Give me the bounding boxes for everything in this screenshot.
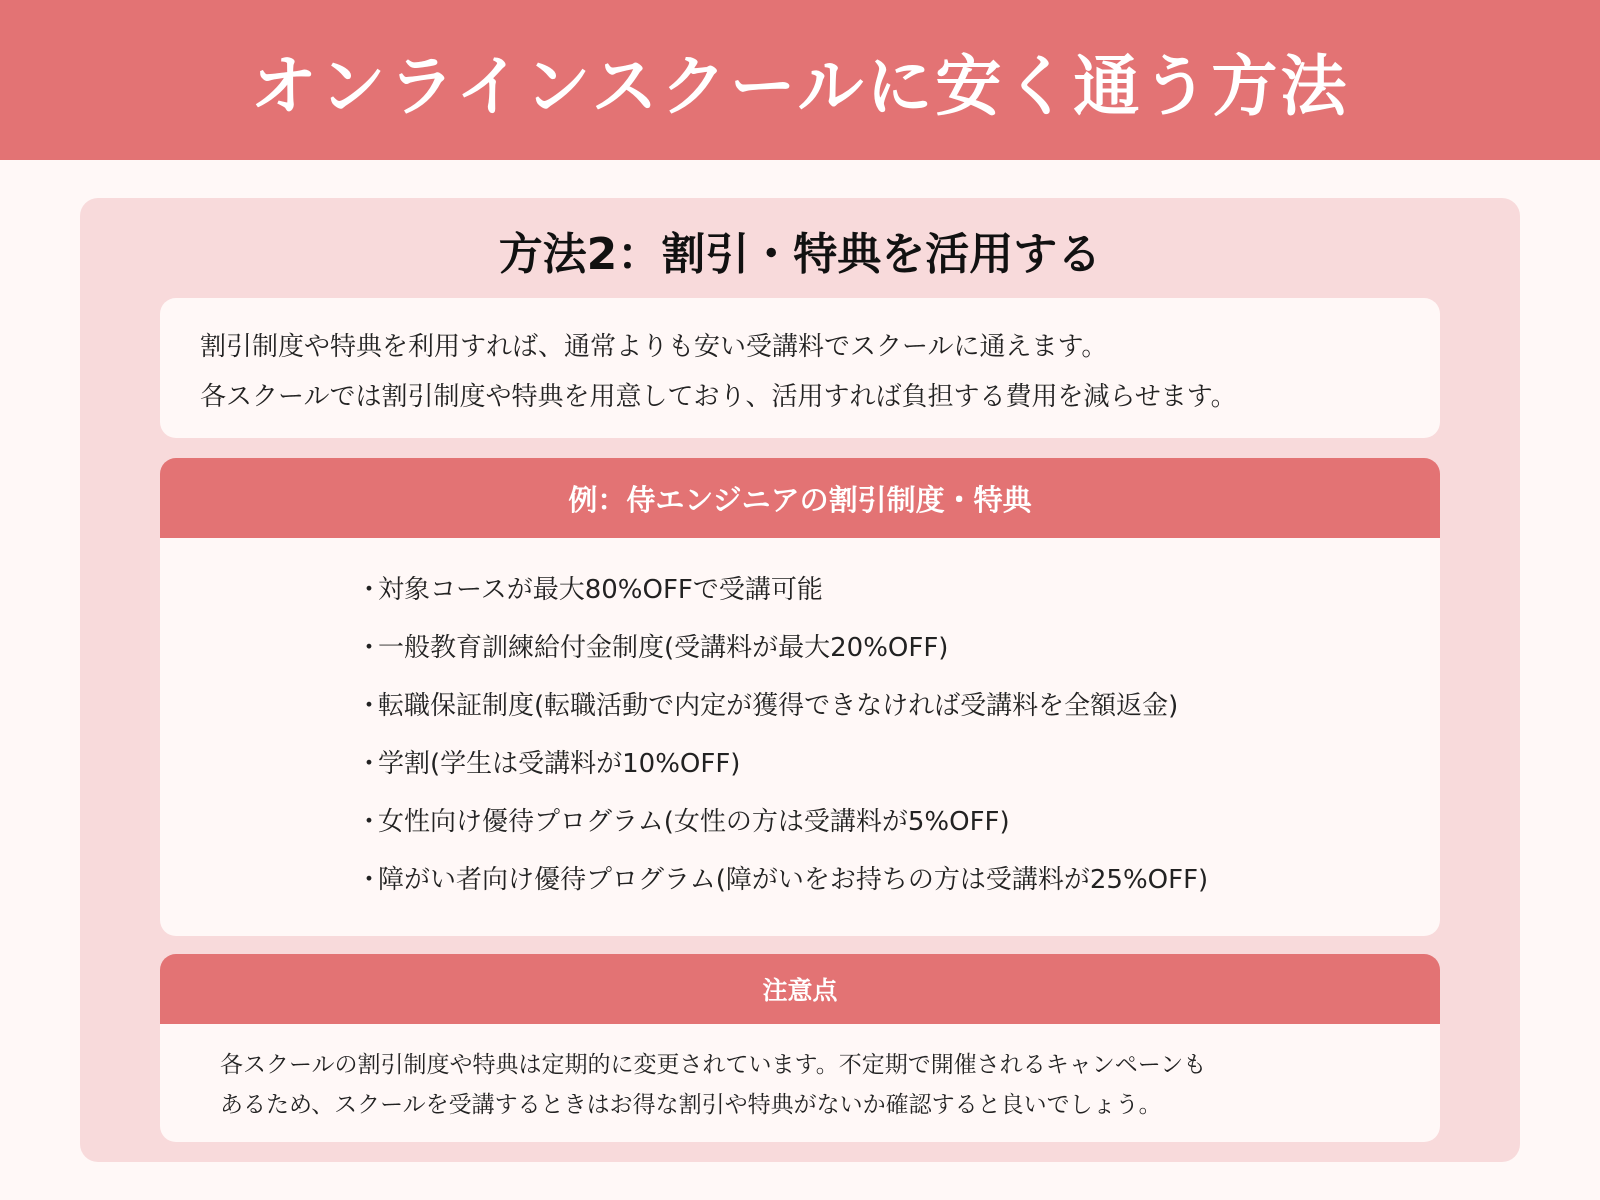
list-item-text: 障がい者向け優待プログラム(障がいをお持ちの方は受講料が25%OFF): [378, 865, 1209, 895]
bullet: ・: [356, 691, 383, 721]
example-box: [160, 538, 1440, 936]
list-item-text: 転職保証制度(転職活動で内定が獲得できなければ受講料を全額返金): [378, 691, 1179, 721]
bullet: ・: [356, 749, 383, 779]
intro-line: 割引制度や特典を利用すれば、通常よりも安い受講料でスクールに通えます。: [200, 332, 1108, 362]
list-item: [356, 804, 1208, 862]
list-item: [356, 746, 1208, 804]
bullet: ・: [356, 575, 383, 605]
title-banner: [0, 0, 1600, 160]
example-heading: 例：侍エンジニアの割引制度・特典: [160, 458, 1440, 538]
intro-box: [160, 298, 1440, 438]
method-panel: [80, 198, 1520, 1162]
intro-line: 各スクールでは割引制度や特典を用意しており、活用すれば負担する費用を減らせます。: [200, 382, 1237, 412]
list-item-text: 女性向け優待プログラム(女性の方は受講料が5%OFF): [378, 807, 1010, 837]
bullet: ・: [356, 633, 383, 663]
list-item-text: 対象コースが最大80%OFFで受講可能: [378, 575, 823, 605]
bullet: ・: [356, 807, 383, 837]
caution-box: [160, 1024, 1440, 1142]
caution-heading: 注意点: [160, 954, 1440, 1024]
list-item: [356, 688, 1208, 746]
caution-line: あるため、スクールを受講するときはお得な割引や特典がないか確認すると良いでしょう。: [220, 1092, 1162, 1118]
section-title: 方法2：割引・特典を活用する: [498, 229, 1102, 280]
list-item: [356, 572, 1208, 630]
list-item: [356, 630, 1208, 688]
example-list: [356, 572, 1208, 920]
page-title: オンラインスクールに安く通う方法: [250, 47, 1350, 125]
list-item: [356, 862, 1208, 920]
list-item-text: 一般教育訓練給付金制度(受講料が最大20%OFF): [378, 633, 949, 663]
bullet: ・: [356, 865, 383, 895]
list-item-text: 学割(学生は受講料が10%OFF): [378, 749, 741, 779]
caution-line: 各スクールの割引制度や特典は定期的に変更されています。不定期で開催されるキャンペーンも: [220, 1052, 1207, 1078]
